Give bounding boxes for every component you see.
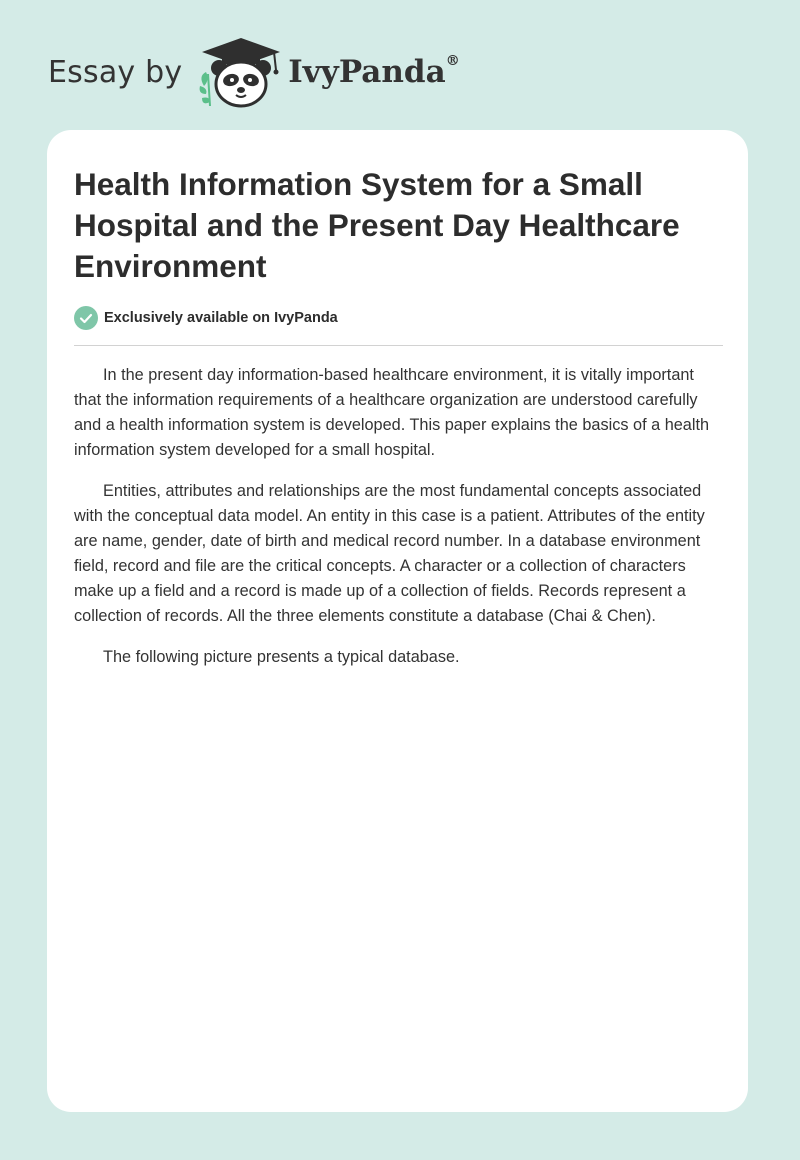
paragraph: The following picture presents a typical database. [103,648,460,666]
exclusive-badge-text: Exclusively available on IvyPanda [104,310,338,326]
site-header [48,36,460,108]
paragraph: In the present day information-based healthcare environment, it is vitally important that the information requirements of a healthcare organization are understood carefully and a health information system is developed. This paper explains the basics of a health information system developed for a small hospital. [74,366,710,459]
paragraph: Entities, attributes and relationships are the most fundamental concepts associated with the conceptual data model. An entity in this case is a patient. Attributes of the entity are name, gender, date of birth and medical record number. In a database environment field, record and file are the critical concepts. A character or a collection of characters make up a field and a record is made up of a collection of fields. Records represent a collection of records. All the three elements constitute a database (Chai & Chen). [74,482,705,625]
essay-by-label: Essay by [48,54,183,90]
essay-title: Health Information System for a Small Hospital and the Present Day Healthcare Environment [74,166,680,284]
essay-body [74,363,724,686]
brand-name[interactable]: IvyPanda® [288,52,460,90]
divider [74,345,723,346]
check-circle-icon [74,306,98,330]
panda-graduate-icon[interactable] [196,36,286,108]
essay-card [47,130,748,1112]
registered-mark: ® [445,52,460,69]
exclusive-badge [74,306,338,330]
